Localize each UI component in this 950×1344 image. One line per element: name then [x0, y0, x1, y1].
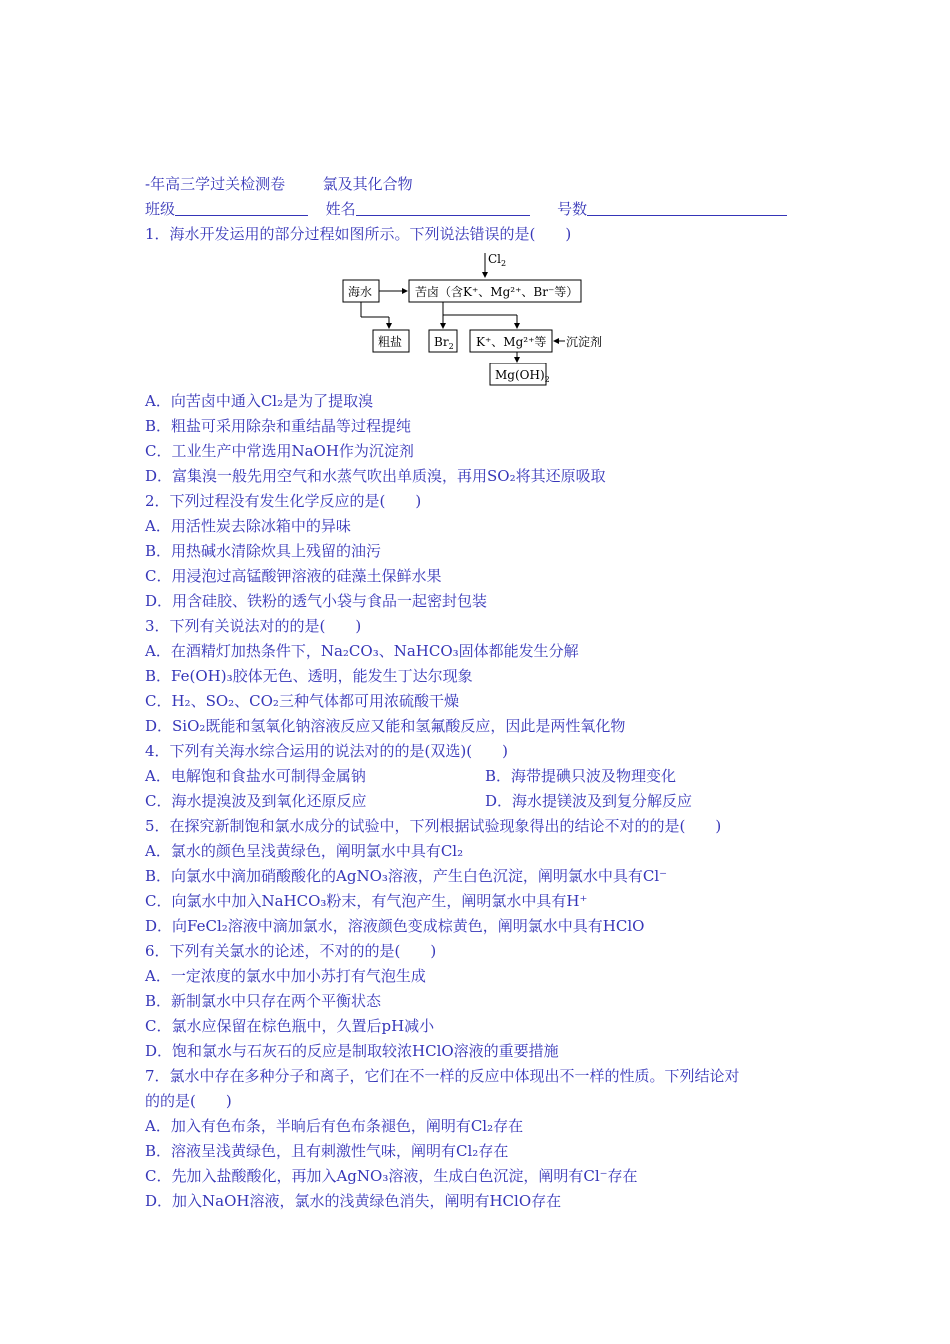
option-line: D．加入NaOH溶液，氯水的浅黄绿色消失，阐明有HClO存在 — [145, 1192, 562, 1210]
seawater-process-diagram — [145, 249, 825, 369]
class-field[interactable] — [175, 197, 308, 216]
option-line: B．新制氯水中只存在两个平衡状态 — [145, 992, 382, 1010]
number-field[interactable] — [587, 197, 787, 216]
option-line: B．粗盐可采用除杂和重结晶等过程提纯 — [145, 417, 412, 435]
option-line: D．SiO₂既能和氢氧化钠溶液反应又能和氢氟酸反应，因此是两性氧化物 — [145, 717, 626, 735]
student-info-row — [145, 197, 825, 222]
question-line: 4．下列有关海水综合运用的说法对的的是(双选)( ) — [145, 742, 508, 760]
question-line: 7．氯水中存在多种分子和离子，它们在不一样的反应中体现出不一样的性质。下列结论对 — [145, 1067, 740, 1085]
worksheet — [145, 172, 825, 1214]
name-label: 姓名 — [325, 200, 356, 218]
option-line: D．富集溴一般先用空气和水蒸气吹出单质溴，再用SO₂将其还原吸取 — [145, 467, 606, 485]
crude-salt-label: 粗盐 — [378, 335, 403, 349]
number-label: 号数 — [557, 200, 588, 218]
option-line: A．加入有色布条，半晌后有色布条褪色，阐明有Cl₂存在 — [145, 1117, 524, 1135]
question-line-continued: 的的是( ) — [145, 1092, 232, 1110]
option-line: D．向FeCl₂溶液中滴加氯水，溶液颜色变成棕黄色，阐明氯水中具有HClO — [145, 917, 645, 935]
option-line: C．用浸泡过高锰酸钾溶液的硅藻土保鲜水果 — [145, 567, 442, 585]
option-line: A．向苦卤中通入Cl₂是为了提取溴 — [145, 392, 374, 410]
option-line: B．溶液呈浅黄绿色，且有刺激性气味，阐明有Cl₂存在 — [145, 1142, 509, 1160]
br2-label: $Br_2$ — [434, 335, 454, 351]
mgoh2-label: $Mg(OH)_2$ — [495, 368, 550, 384]
option-line: C．氯水应保留在棕色瓶中，久置后pH减小 — [145, 1017, 435, 1035]
question-line: 5．在探究新制饱和氯水成分的试验中，下列根据试验现象得出的结论不对的的是( ) — [145, 817, 722, 835]
worksheet-subject: 氯及其化合物 — [322, 175, 413, 193]
title-line — [145, 172, 825, 197]
option-line: A．用活性炭去除冰箱中的异味 — [145, 517, 351, 535]
option-line: D．饱和氯水与石灰石的反应是制取较浓HClO溶液的重要措施 — [145, 1042, 559, 1060]
seawater-label: 海水 — [348, 285, 373, 299]
name-field[interactable] — [356, 197, 530, 216]
option-line: B．用热碱水清除炊具上残留的油污 — [145, 542, 382, 560]
option-b: B．海带提碘只波及物理变化 — [485, 767, 677, 785]
worksheet-title: -年高三学过关检测卷 — [145, 175, 286, 193]
k-mg-label: K⁺、Mg²⁺等 — [476, 335, 547, 349]
option-line: C．工业生产中常选用NaOH作为沉淀剂 — [145, 442, 414, 460]
option-line: C．H₂、SO₂、CO₂三种气体都可用浓硫酸干燥 — [145, 692, 459, 710]
option-line: A．一定浓度的氯水中加小苏打有气泡生成 — [145, 967, 426, 985]
option-d: D．海水提镁波及到复分解反应 — [485, 792, 693, 810]
cl2-label: $Cl_2$ — [488, 252, 507, 268]
precipitant-label: 沉淀剂 — [566, 335, 603, 349]
q4-option-row — [145, 764, 825, 789]
question-line: 6．下列有关氯水的论述，不对的的是( ) — [145, 942, 437, 960]
option-line: D．用含硅胶、铁粉的透气小袋与食品一起密封包装 — [145, 592, 488, 610]
process-flowchart — [145, 249, 825, 369]
option-c: C．海水提溴波及到氧化还原反应 — [145, 792, 367, 810]
option-line: A．在酒精灯加热条件下，Na₂CO₃、NaHCO₃固体都能发生分解 — [145, 642, 579, 660]
option-line: C．向氯水中加入NaHCO₃粉末，有气泡产生，阐明氯水中具有H⁺ — [145, 892, 588, 910]
option-line: C．先加入盐酸酸化，再加入AgNO₃溶液，生成白色沉淀，阐明有Cl⁻存在 — [145, 1167, 638, 1185]
brine-label: 苦卤（含K⁺、Mg²⁺、Br⁻等） — [415, 285, 579, 299]
option-line: A．氯水的颜色呈浅黄绿色，阐明氯水中具有Cl₂ — [145, 842, 464, 860]
q4-option-row — [145, 789, 825, 814]
mgoh2-svg — [145, 363, 825, 393]
option-line: B．向氯水中滴加硝酸酸化的AgNO₃溶液，产生白色沉淀，阐明氯水中具有Cl⁻ — [145, 867, 668, 885]
option-line: B．Fe(OH)₃胶体无色、透明，能发生丁达尔现象 — [145, 667, 473, 685]
option-a: A．电解饱和食盐水可制得金属钠 — [145, 767, 366, 785]
question-line: 2．下列过程没有发生化学反应的是( ) — [145, 492, 422, 510]
question-line: 3．下列有关说法对的的是( ) — [145, 617, 362, 635]
question-line: 1．海水开发运用的部分过程如图所示。下列说法错误的是( ) — [145, 225, 572, 243]
class-label: 班级 — [145, 200, 176, 218]
